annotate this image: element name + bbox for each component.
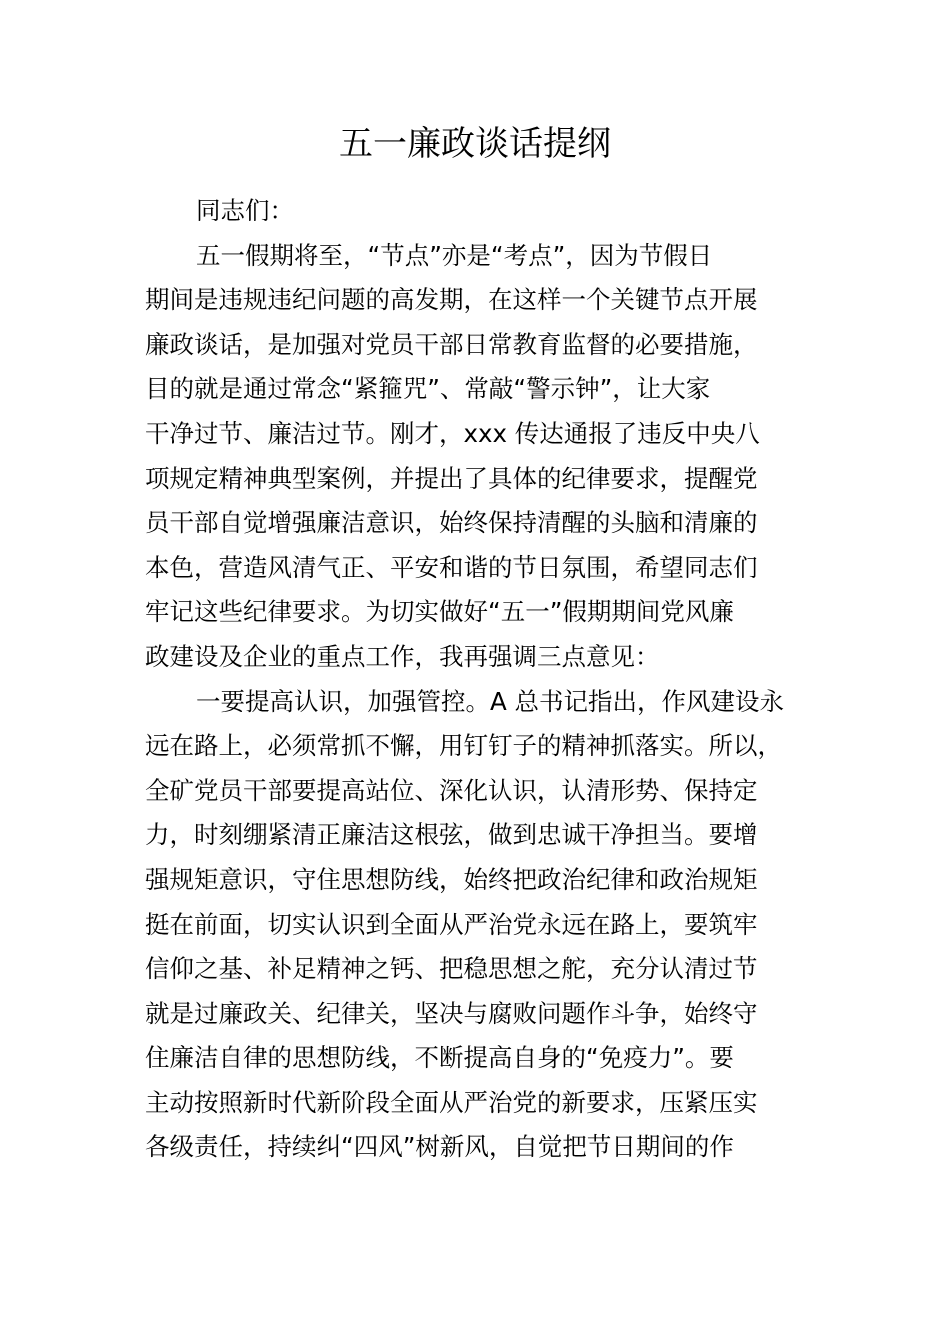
paragraph-line: 期间是违规违纪问题的高发期，在这样一个关键节点开展 (145, 285, 758, 315)
paragraph-line: 远在路上，必须常抓不懈，用钉钉子的精神抓落实。所以， (145, 731, 782, 761)
paragraph-line: 强规矩意识，守住思想防线，始终把政治纪律和政治规矩 (145, 864, 758, 894)
paragraph-line: 五一假期将至，“节点”亦是“考点”，因为节假日 (196, 240, 713, 270)
paragraph-line: 挺在前面，切实认识到全面从严治党永远在路上，要筑牢 (145, 909, 758, 939)
paragraph-line: 本色，营造风清气正、平安和谐的节日氛围，希望同志们 (145, 552, 758, 582)
paragraph-line: 政建设及企业的重点工作，我再强调三点意见： (145, 641, 660, 671)
salutation-line: 同志们： (196, 196, 294, 225)
document-body (145, 189, 805, 1170)
paragraph-line: 住廉洁自律的思想防线，不断提高自身的“免疫力”。要 (145, 1043, 734, 1073)
paragraph-line: 主动按照新时代新阶段全面从严治党的新要求，压紧压实 (145, 1087, 758, 1117)
paragraph-line: 干净过节、廉洁过节。刚才，xxx 传达通报了违反中央八 (145, 418, 760, 448)
salutation (145, 189, 805, 234)
document-title: 五一廉政谈话提纲 (339, 124, 611, 164)
paragraph-point-one (145, 680, 805, 1171)
paragraph-line: 目的就是通过常念“紧箍咒”、常敲“警示钟”，让大家 (145, 374, 711, 404)
paragraph-line: 全矿党员干部要提高站位、深化认识，认清形势、保持定 (145, 775, 758, 805)
paragraph-line: 就是过廉政关、纪律关，坚决与腐败问题作斗争，始终守 (145, 998, 758, 1028)
paragraph-line: 力，时刻绷紧清正廉洁这根弦，做到忠诚干净担当。要增 (145, 820, 758, 850)
paragraph-line: 员干部自觉增强廉洁意识，始终保持清醒的头脑和清廉的 (145, 508, 758, 538)
paragraph-line: 信仰之基、补足精神之钙、把稳思想之舵，充分认清过节 (145, 954, 758, 984)
paragraph-line: 各级责任，持续纠“四风”树新风，自觉把节日期间的作 (145, 1132, 734, 1162)
paragraph-intro (145, 234, 805, 680)
paragraph-line: 廉政谈话，是加强对党员干部日常教育监督的必要措施， (145, 329, 758, 359)
paragraph-line: 一要提高认识，加强管控。A 总书记指出，作风建设永 (196, 686, 785, 716)
paragraph-line: 项规定精神典型案例，并提出了具体的纪律要求，提醒党 (145, 463, 758, 493)
paragraph-line: 牢记这些纪律要求。为切实做好“五一”假期期间党风廉 (145, 597, 734, 627)
